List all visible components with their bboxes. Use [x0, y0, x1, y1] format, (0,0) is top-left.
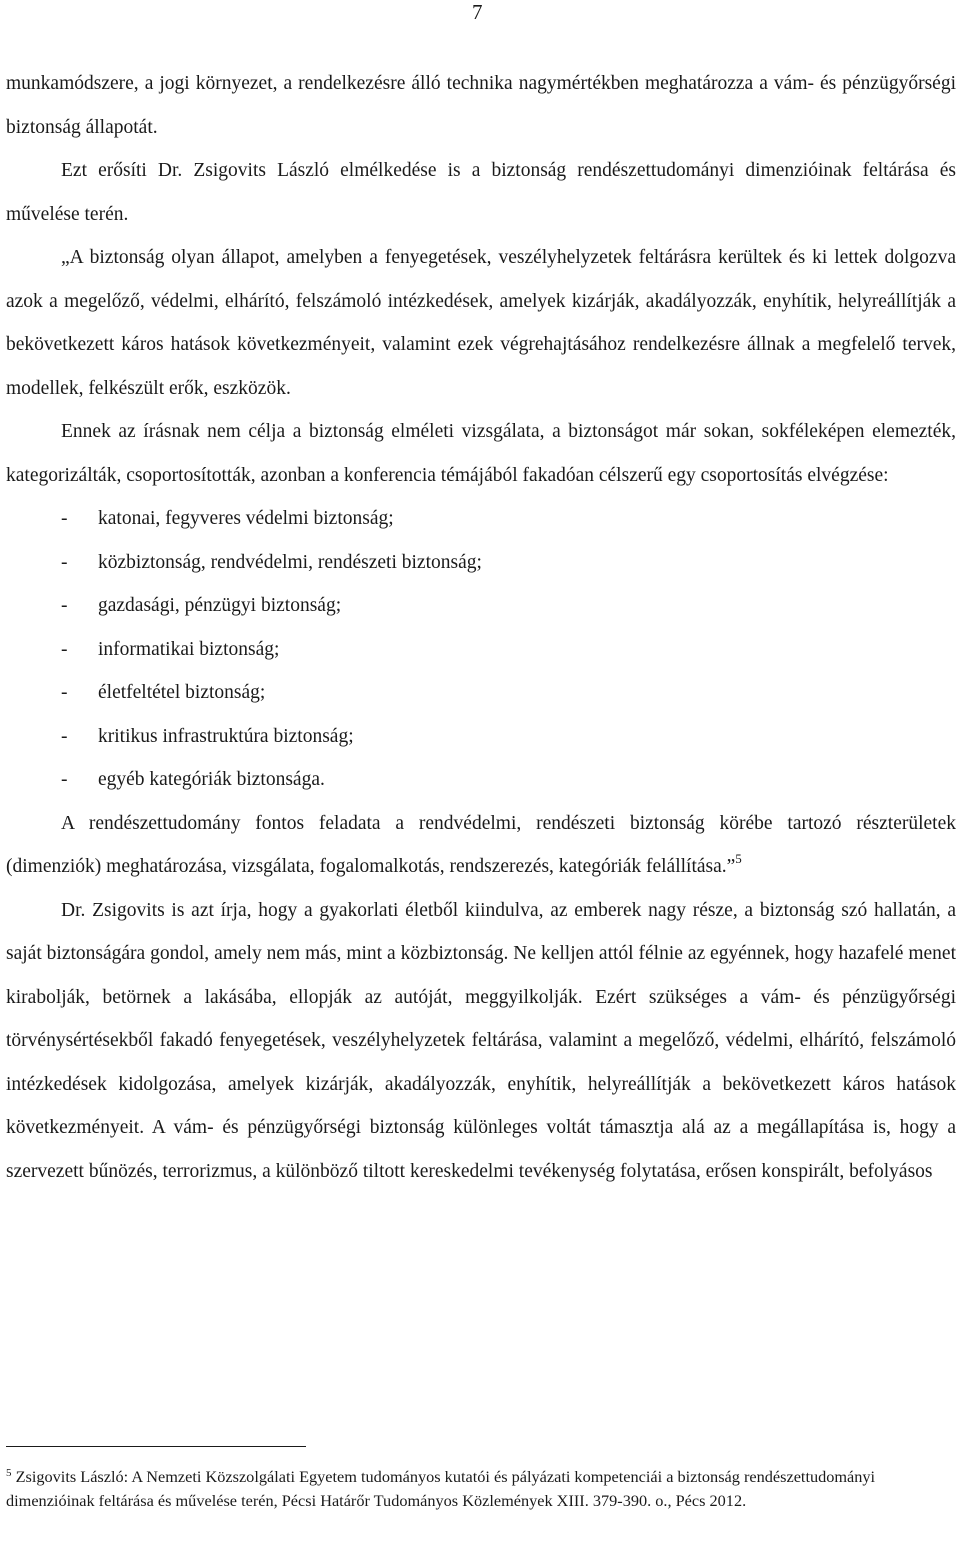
list-item-text: informatikai biztonság;: [98, 638, 280, 660]
footnote-text: Zsigovits László: A Nemzeti Közszolgálati Egyetem tudományos kutatói és pályázati kompetenciái a biztonság rendészettudományi dimenzióinak feltárása és művelése terén, Pécsi Határőr Tudományos Közlemények XIII. 379-390. o., Pécs 2012.: [6, 1467, 876, 1510]
list-item-text: egyéb kategóriák biztonsága.: [98, 769, 325, 790]
paragraph-6: Dr. Zsigovits is azt írja, hogy a gyakorlati életből kiindulva, az emberek nagy része, a biztonság szó hallatán, a saját biztonságára gondol, amely nem más, mint a közbiztonság. Ne kelljen attól félnie az egyénnek, hogy hazafelé menet kirabolják, betörnek a lakásába, ellopják az autóját, meggyilkolják. Ezért szükséges a vám- és pénzügyőrségi törvénysértésekből fakadó fenyegetések, veszélyhelyzetek feltárása, valamint a megelőző, védelmi, elhárító, felszámoló intézkedések kidolgozása, amelyek kizárják, akadályozzák, enyhítik, helyreállítják a bekövetkezett káros hatások következményeit. A vám- és pénzügyőrségi biztonság különleges voltát támasztja alá az a megállapítása is, hogy a szervezett bűnözés, terrorizmus, a különböző tiltott kereskedelmi tevékenység folytatása, erősen konspirált, befolyásos: [6, 899, 956, 1182]
list-dash: -: [61, 638, 68, 660]
list-dash: -: [61, 769, 68, 790]
list-item: [6, 497, 956, 541]
paragraph-5: [6, 802, 956, 889]
list-item: [6, 584, 956, 628]
footnote-separator: [6, 1446, 306, 1447]
paragraph-5-text: A rendészettudomány fontos feladata a rendvédelmi, rendészeti biztonság körébe tartozó részterületek (dimenziók) meghatározása, vizsgálata, fogalomalkotás, rendszerezés, kategóriák felállítása.”: [6, 812, 956, 877]
list-item: [6, 671, 956, 715]
list-item-text: katonai, fegyveres védelmi biztonság;: [98, 508, 394, 529]
footnote-reference[interactable]: 5: [735, 851, 742, 866]
page-number: 7: [472, 0, 483, 24]
paragraph-1: munkamódszere, a jogi környezet, a rendelkezésre álló technika nagymértékben meghatározza a vám- és pénzügyőrségi biztonság állapotát.: [6, 73, 956, 138]
footnote: [6, 1465, 956, 1513]
list-item: [6, 541, 956, 585]
document-body: [6, 62, 956, 1193]
footnote-number: 5: [6, 1467, 12, 1479]
quote-paragraph: „A biztonság olyan állapot, amelyben a fenyegetések, veszélyhelyzetek feltárásra kerültek és ki lettek dolgozva azok a megelőző, védelmi, elhárító, felszámoló intézkedések, amelyek kizárják, akadályozzák, enyhítik, helyreállítják a bekövetkezett káros hatások következményeit, valamint ezek végrehajtásához rendelkezésre állnak a megfelelő tervek, modellek, felkészült erők, eszközök.: [6, 247, 956, 399]
list-item-text: életfeltétel biztonság;: [98, 682, 266, 703]
list-dash: -: [61, 682, 68, 703]
list-item-text: gazdasági, pénzügyi biztonság;: [98, 595, 342, 616]
list-dash: -: [61, 725, 68, 747]
list-item: [6, 758, 956, 802]
list-item: [6, 628, 956, 672]
security-category-list: [6, 497, 956, 802]
list-dash: -: [61, 508, 68, 529]
paragraph-4: Ennek az írásnak nem célja a biztonság elméleti vizsgálata, a biztonságot már sokan, sokféleképen elemezték, kategorizálták, csoportosították, azonban a konferencia témájából fakadóan célszerű egy csoportosítás elvégzése:: [6, 421, 956, 486]
list-dash: -: [61, 595, 68, 616]
list-dash: -: [61, 551, 68, 573]
list-item: [6, 715, 956, 759]
list-item-text: kritikus infrastruktúra biztonság;: [98, 725, 354, 747]
paragraph-2: Ezt erősíti Dr. Zsigovits László elmélkedése is a biztonság rendészettudományi dimenzióinak feltárása és művelése terén.: [6, 160, 956, 225]
list-item-text: közbiztonság, rendvédelmi, rendészeti biztonság;: [98, 551, 482, 573]
